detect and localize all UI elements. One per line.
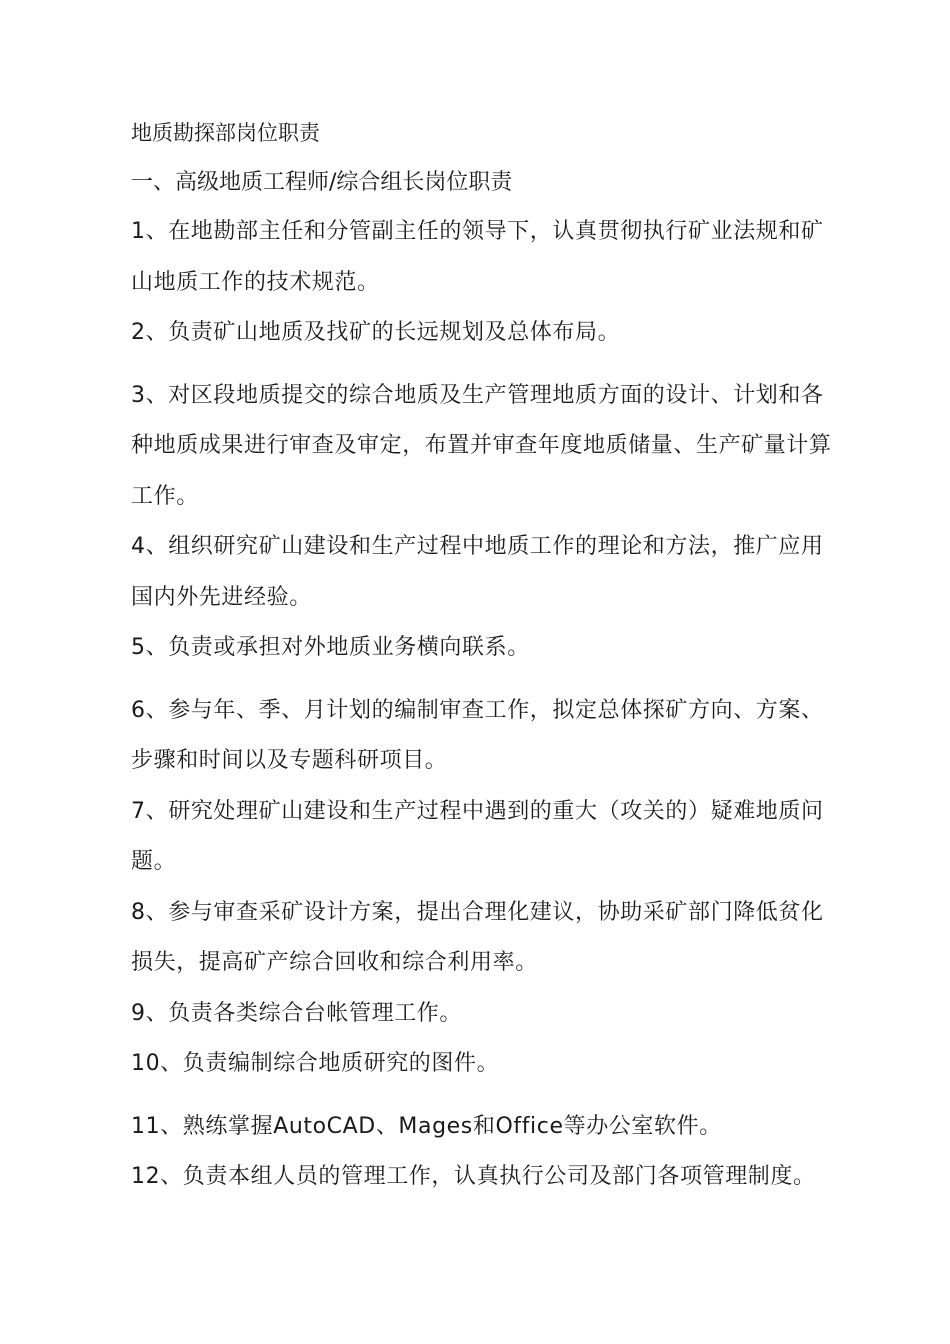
duty-item-11: 11、熟练掌握AutoCAD、Mages和Office等办公室软件。 [131,1113,722,1139]
duty-item-8: 8、参与审查采矿设计方案，提出合理化建议，协助采矿部门降低贫化损失，提高矿产综合回收和综合利用率。 [131,899,824,975]
duty-item-10: 10、负责编制综合地质研究的图件。 [131,1051,500,1076]
duty-item-3: 3、对区段地质提交的综合地质及生产管理地质方面的设计、计划和各种地质成果进行审查及审定，布置并审查年度地质储量、生产矿量计算工作。 [131,382,832,509]
duty-item-9: 9、负责各类综合台帐管理工作。 [131,1000,462,1026]
duty-item-5: 5、负责或承担对外地质业务横向联系。 [131,635,530,660]
duty-item-1: 1、在地勘部主任和分管副主任的领导下，认真贯彻执行矿业法规和矿山地质工作的技术规范。 [131,219,824,295]
duty-item-2: 2、负责矿山地质及找矿的长远规划及总体布局。 [131,320,621,345]
duty-item-7: 7、研究处理矿山建设和生产过程中遇到的重大（攻关的）疑难地质问题。 [131,798,824,874]
section-heading: 一、高级地质工程师/综合组长岗位职责 [131,170,513,195]
duty-item-4: 4、组织研究矿山建设和生产过程中地质工作的理论和方法，推广应用国内外先进经验。 [131,534,824,610]
duty-item-6: 6、参与年、季、月计划的编制审查工作，拟定总体探矿方向、方案、步骤和时间以及专题科研项目。 [131,697,824,773]
document-title: 地质勘探部岗位职责 [131,121,320,145]
duty-item-12: 12、负责本组人员的管理工作，认真执行公司及部门各项管理制度。 [131,1164,816,1189]
document-body [131,116,846,1203]
